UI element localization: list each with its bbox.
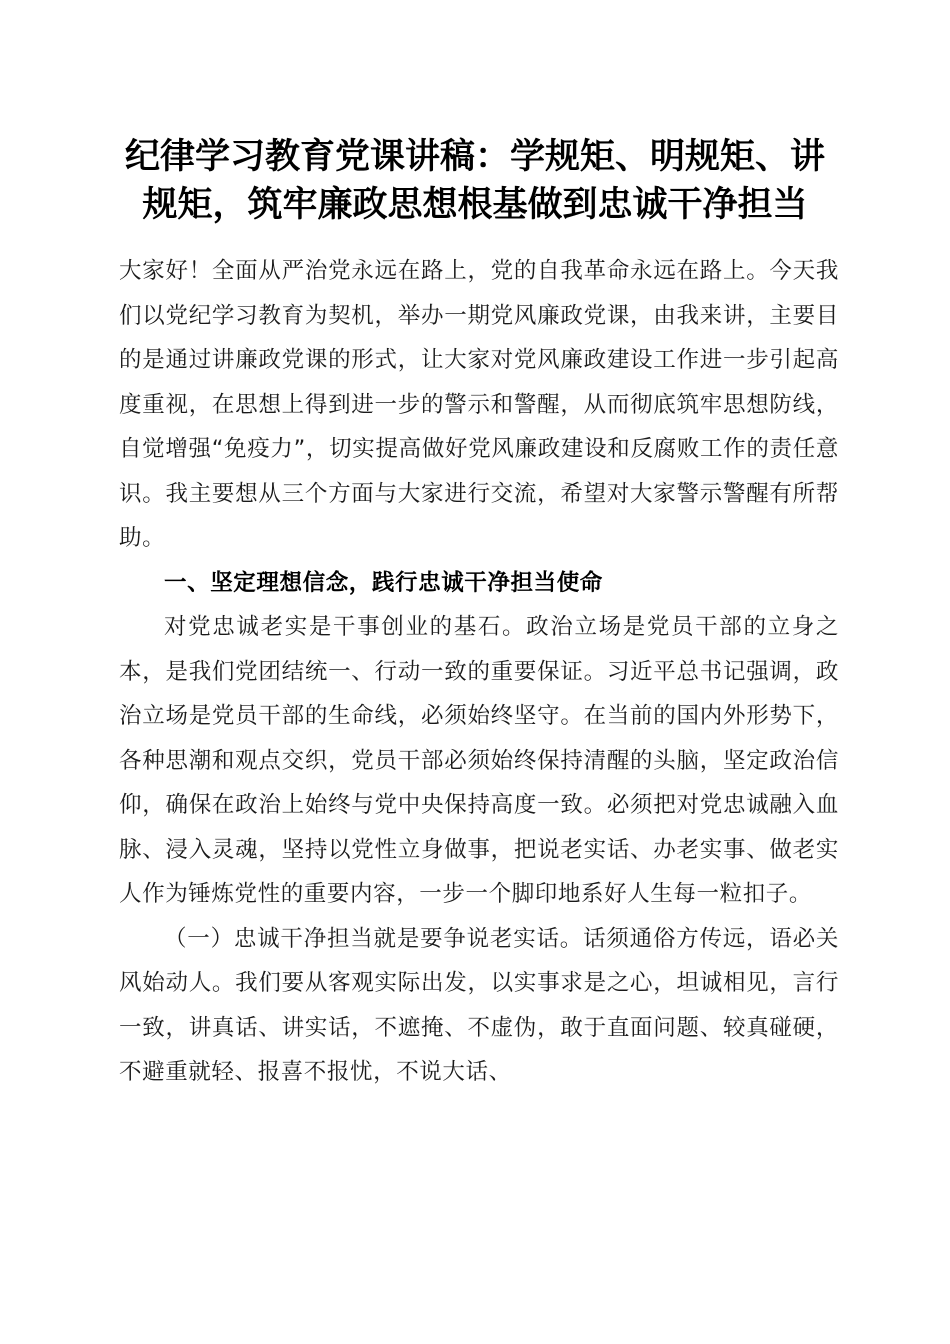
body-paragraph-2: （一）忠诚干净担当就是要争说老实话。话须通俗方传远，语必关风始动人。我们要从客观实际出发，以实事求是之心，坦诚相见，言行一致，讲真话、讲实话，不遮掩、不虚伪，敢于直面问题、较真碰硬，不避重就轻、报喜不报忧，不说大话、	[119, 925, 839, 1085]
document-body	[119, 249, 839, 1095]
opening-paragraph: 大家好！全面从严治党永远在路上，党的自我革命永远在路上。今天我们以党纪学习教育为契机，举办一期党风廉政党课，由我来讲，主要目的是通过讲廉政党课的形式，让大家对党风廉政建设工作进一步引起高度重视，在思想上得到进一步的警示和警醒，从而彻底筑牢思想防线，自觉增强“免疫力”，切实提高做好党风廉政建设和反腐败工作的责任意识。我主要想从三个方面与大家进行交流，希望对大家警示警醒有所帮助。	[119, 258, 839, 551]
body-paragraph-1: 对党忠诚老实是干事创业的基石。政治立场是党员干部的立身之本，是我们党团结统一、行动一致的重要保证。习近平总书记强调，政治立场是党员干部的生命线，必须始终坚守。在当前的国内外形势下，各种思潮和观点交织，党员干部必须始终保持清醒的头脑，坚定政治信仰，确保在政治上始终与党中央保持高度一致。必须把对党忠诚融入血脉、浸入灵魂，坚持以党性立身做事，把说老实话、办老实事、做老实人作为锤炼党性的重要内容，一步一个脚印地系好人生每一粒扣子。	[119, 614, 839, 907]
title-line-1: 纪律学习教育党课讲稿：学规矩、明规矩、讲	[124, 136, 825, 177]
document-title	[100, 133, 850, 229]
section-heading-1: 一、坚定理想信念，践行忠诚干净担当使命	[164, 569, 603, 596]
title-line-2: 规矩，筑牢廉政思想根基做到忠诚干净担当	[142, 184, 808, 225]
